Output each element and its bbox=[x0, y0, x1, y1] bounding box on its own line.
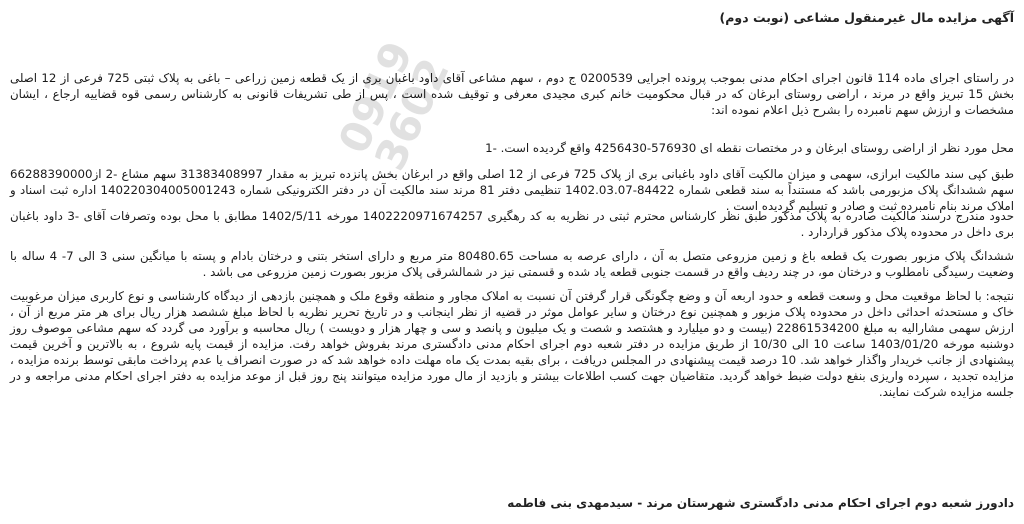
ownership-paragraph: طبق کپی سند مالکیت ابرازی، سهمی و میزان مالکیت آقای داود باغبانی بری از پلاک 725 فرعی از 12 اصلی واقع در ابرغان بخش پانزده تبریز به مقدار 31383408997 سهم مشاع -2 از66288390000 سهم ششدانگ پلاک مزبورمی باشد که مستنداً به سند قطعی شماره 84422-1402.03.07 تنظیمی دفتر 81 مرند سند مالکیت آن در دفتر الکترونیکی شماره 140220304005001243 اداره ثبت اسناد و املاک مرند بنام نامبرده ثبت و صادر و تسلیم گردیده است . bbox=[10, 167, 1014, 213]
intro-paragraph: در راستای اجرای ماده 114 قانون اجرای احکام مدنی بموجب پرونده اجرایی 0200539 ج دوم ، سهم مشاعی آقای داود باغبان بری از یک قطعه زمین زراعی – باغی به پلاک ثبتی 725 فرعی از 12 اصلی بخش 15 تبریز واقع در مرند ، اراضی روستای ابرغان که در قبال محکومیت خانم کبری مجیدی معرفی و توقیف شده است ، پس از طی تشریفات قانونی به کارشناس رسمی قوه قضاییه ارجاع ، ایشان مشخصات و ارزش سهم نامبرده را بشرح ذیل اعلام نموده اند: bbox=[10, 71, 1014, 117]
boundaries-paragraph: حدود مندرج درسند مالکیت صادره به پلاک مذکور طبق نظر کارشناس محترم ثبتی در نظریه به کد رهگیری 1402220971674257 مورخه 1402/5/11 مطابق با محل بوده وتصرفات آقای -3 داود باغبان بری داخل در محدوده پلاک مذکور قراردارد . bbox=[10, 209, 1014, 239]
watermark: 0919 3602 bbox=[328, 33, 459, 178]
property-description-paragraph: ششدانگ پلاک مزبور بصورت یک قطعه باغ و زمین مزروعی متصل به آن ، دارای عرصه به مساحت 80480.65 متر مربع و دارای استخر بتنی و درختان بادام و پسته با میانگین سنی 3 الی 7- 4 ساله با وضعیت رسیدگی نامطلوب و درختان مو، در چند ردیف واقع در قسمت جنوبی قطعه یاد شده و قسمتی نیز در شمالشرقی پلاک مزبور بصورت زمین مزروعی می باشد . bbox=[10, 249, 1015, 279]
notice-title: آگهی مزایده مال غیرمنقول مشاعی (نوبت دوم) bbox=[719, 10, 1014, 25]
conclusion-paragraph: نتیجه: با لحاظ موقعیت محل و وسعت قطعه و حدود اربعه آن و وضع چگونگی قرار گرفتن آن نسبت به املاک مجاور و منطقه وقوع ملک و همچنین بازدهی از دیدگاه کارشناسی و نوع کاربری میزان مرغوبیت خاک و مستحدثه احداثی داخل در محدوده پلاک مزبور و همچنین نوع درختان و سایر عوامل موثر در قضیه از نظر اینجانب و در تاریخ تحریر نظریه با لحاظ مبلغ ششصد هزار ریال برای هر متر مربع از آن ، ارزش سهمی مشارالیه به مبلغ 22861534200 (بیست و دو میلیارد و هشتصد و شصت و یک میلیون و پانصد و سی و چهار هزار و دویست ) ریال محاسبه و برآورد می گردد که سهم مشاعی موصوف روز دوشنبه مورخه 1403/01/20 ساعت 10 الی 10/30 از طریق مزایده در دفتر شعبه دوم اجرای احکام مدنی دادگستری مرند بفروش خواهد رفت. مزایده از قیمت پایه شروع ، به بالاترین و آخرین قیمت پیشنهادی از جانب خریدار واگذار خواهد شد. 10 درصد قیمت پیشنهادی در المجلس دریافت ، برای بقیه بمدت یک ماه مهلت داده خواهد شد که در صورت انصراف یا عدم پرداخت مابقی توسط برنده مزایده ، مزایده تجدید ، سپرده واریزی بنفع دولت ضبط خواهد گردید. متقاضیان جهت کسب اطلاعات بیشتر و بازدید از مال مورد مزایده میتوانند پنج روز قبل از موعد مزایده به دفتر اجرای احکام مدنی مراجعه و در جلسه مزایده شرکت نمایند. bbox=[10, 289, 1014, 399]
location-paragraph: محل مورد نظر از اراضی روستای ابرغان و در مختصات نقطه ای 576930-4256430 واقع گردیده است. -1 bbox=[485, 141, 1014, 155]
signature-line: دادورز شعبه دوم اجرای احکام مدنی دادگستری شهرستان مرند - سیدمهدی بنی فاطمه bbox=[507, 496, 1014, 510]
